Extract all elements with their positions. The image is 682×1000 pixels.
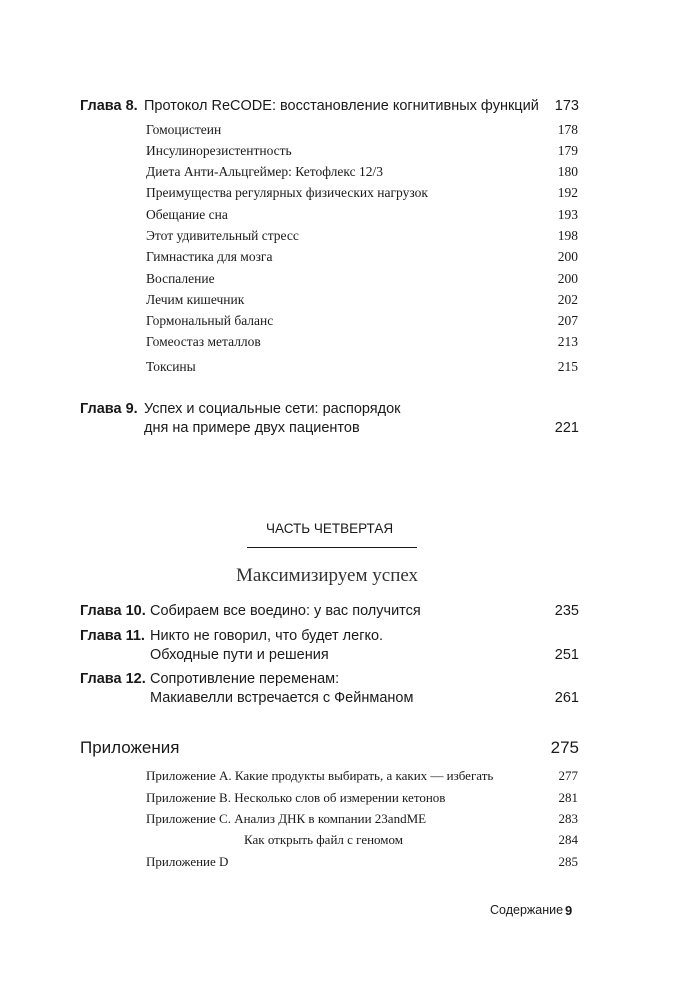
toc-item <box>0 334 682 358</box>
chapter-title: Протокол ReCODE: восстановление когнитивных функций <box>144 98 539 114</box>
footer-page-number: 9 <box>565 903 573 918</box>
appendix-title: Как открыть файл с геномом <box>244 832 404 847</box>
toc-item-page: 202 <box>557 292 578 307</box>
toc-item-page: 213 <box>557 334 578 349</box>
appendix-page: 283 <box>558 811 578 826</box>
toc-item <box>0 359 682 383</box>
footer-section: Содержание <box>490 903 564 917</box>
toc-item <box>0 185 682 209</box>
toc-appendices <box>0 738 682 766</box>
appendix-title: Приложение В. Несколько слов об измерении кетонов <box>146 790 446 805</box>
appendix-page: 285 <box>558 854 578 869</box>
toc-item-title: Гормональный баланс <box>146 313 274 328</box>
chapter-page: 261 <box>554 690 579 706</box>
toc-chapter-9-cont <box>0 420 682 444</box>
appendix-page: 284 <box>558 832 578 847</box>
toc-item-page: 215 <box>557 359 578 374</box>
page-footer <box>0 903 682 927</box>
appendices-page: 275 <box>550 738 579 757</box>
toc-item-title: Воспаление <box>146 271 215 286</box>
toc-item-title: Обещание сна <box>146 207 228 222</box>
toc-item-title: Гомеостаз металлов <box>146 334 261 349</box>
toc-item-page: 200 <box>557 249 578 264</box>
chapter-label: Глава 12. <box>80 671 146 687</box>
toc-chapter-10 <box>0 603 682 627</box>
chapter-title-line1: Успех и социальные сети: распорядок <box>144 401 401 417</box>
chapter-label: Глава 8. <box>80 98 138 114</box>
toc-item-page: 193 <box>557 207 578 222</box>
appendices-title: Приложения <box>80 738 180 757</box>
toc-appendix-item <box>0 854 682 878</box>
toc-item-title: Гимнастика для мозга <box>146 249 273 264</box>
appendix-title: Приложение С. Анализ ДНК в компании 23andME <box>146 811 427 826</box>
part-heading-text: ЧАСТЬ ЧЕТВЕРТАЯ <box>266 521 394 536</box>
chapter-page: 235 <box>554 603 579 619</box>
toc-item-title: Инсулинорезистентность <box>146 143 292 158</box>
toc-item-title: Этот удивительный стресс <box>146 228 299 243</box>
chapter-label: Глава 9. <box>80 401 138 417</box>
chapter-label: Глава 11. <box>80 628 145 644</box>
appendix-page: 277 <box>558 768 578 783</box>
toc-chapter-12-cont <box>0 690 682 714</box>
chapter-title-line1: Сопротивление переменам: <box>150 671 340 687</box>
chapter-title-line2: Обходные пути и решения <box>150 647 329 663</box>
chapter-label: Глава 10. <box>80 603 146 619</box>
toc-item-page: 178 <box>557 122 578 137</box>
part-subtitle <box>0 565 682 593</box>
toc-appendix-item <box>0 768 682 792</box>
chapter-page: 251 <box>554 647 579 663</box>
toc-item-page: 179 <box>557 143 578 158</box>
toc-item-title: Лечим кишечник <box>146 292 245 307</box>
toc-item-page: 198 <box>557 228 578 243</box>
chapter-page: 173 <box>554 98 579 114</box>
toc-item-page: 180 <box>557 164 578 179</box>
part-subtitle-text: Максимизируем успех <box>236 565 419 586</box>
part-divider <box>247 547 417 548</box>
chapter-page: 221 <box>554 420 579 436</box>
toc-item-title: Токсины <box>146 359 196 374</box>
chapter-title-line1: Никто не говорил, что будет легко. <box>150 628 384 644</box>
appendix-page: 281 <box>558 790 578 805</box>
chapter-title: Собираем все воедино: у вас получится <box>150 603 421 619</box>
chapter-title-line2: дня на примере двух пациентов <box>144 420 360 436</box>
appendix-title: Приложение А. Какие продукты выбирать, а каких — избегать <box>146 768 494 783</box>
toc-item-page: 200 <box>557 271 578 286</box>
toc-item-title: Гомоцистеин <box>146 122 222 137</box>
toc-item <box>0 249 682 273</box>
toc-appendix-item <box>0 832 682 856</box>
toc-item-page: 192 <box>557 185 578 200</box>
toc-item-page: 207 <box>557 313 578 328</box>
toc-chapter-11-cont <box>0 647 682 671</box>
toc-item-title: Диета Анти-Альцгеймер: Кетофлекс 12/3 <box>146 164 383 179</box>
toc-item-title: Преимущества регулярных физических нагрузок <box>146 185 428 200</box>
part-heading <box>0 521 682 545</box>
chapter-title-line2: Макиавелли встречается с Фейнманом <box>150 690 414 706</box>
toc-chapter-8 <box>0 98 682 122</box>
appendix-title: Приложение D <box>146 854 229 869</box>
